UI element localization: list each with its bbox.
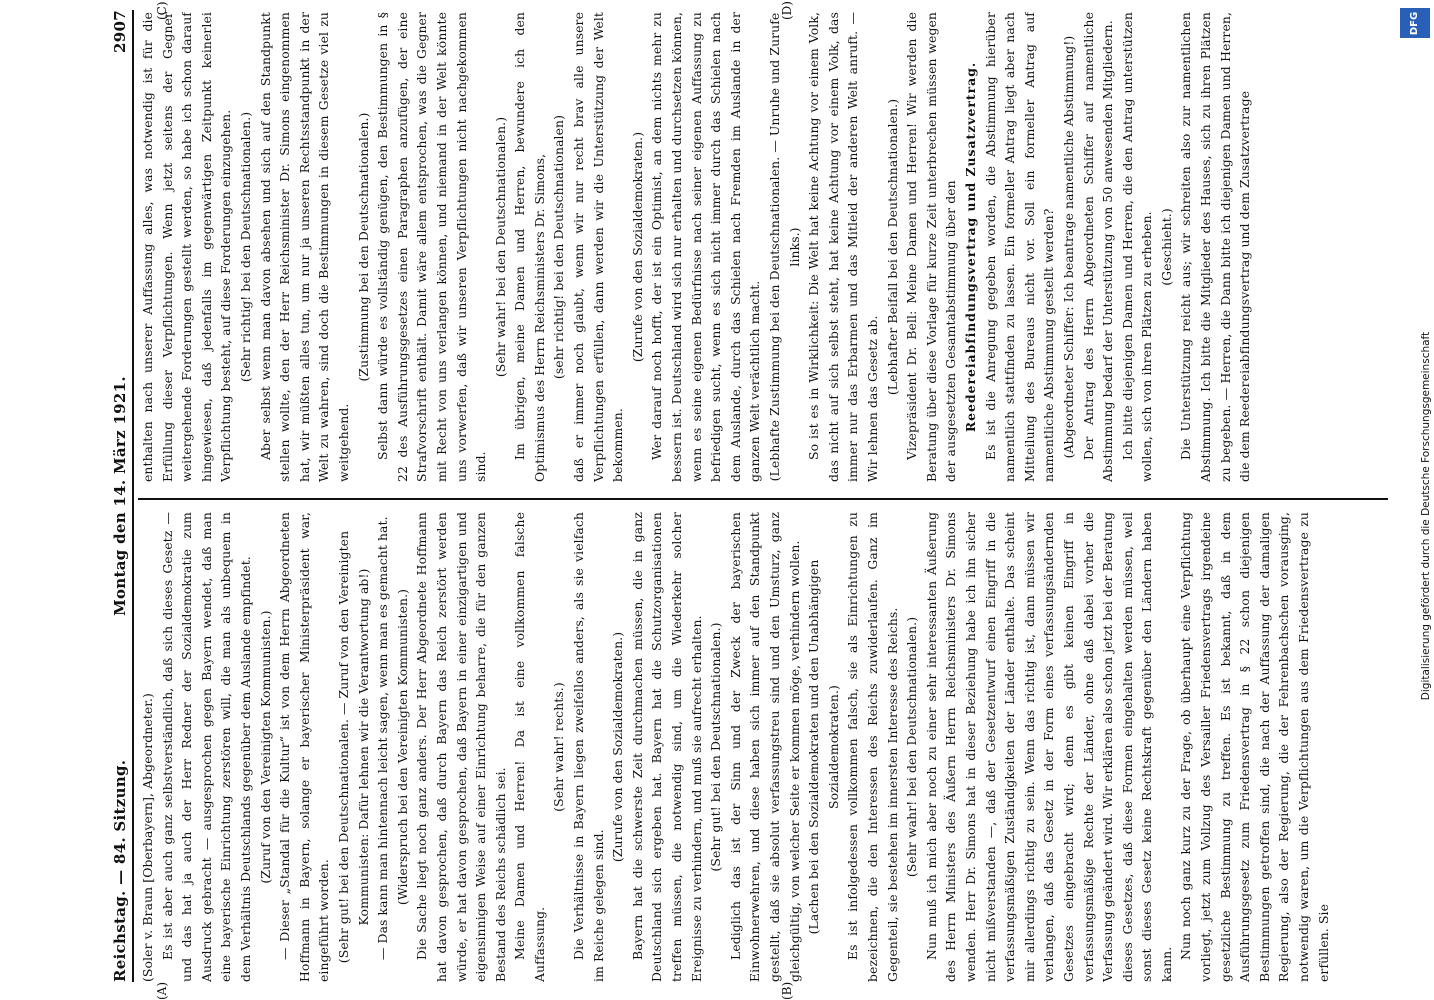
section-heading: Reedereiabfindungsvertrag und Zusatzvertrag. (962, 61, 978, 433)
paragraph: daß er immer noch glaubt, wenn wir nur recht brav alle unsere Verpflichtungen erfüllen, dann werden wir die Unterstützung der Welt bekommen. (571, 12, 626, 482)
page-header (110, 10, 130, 982)
header-rule (132, 10, 134, 982)
paragraph: Ich bitte diejenigen Damen und Herren, die den Antrag unterstützen wollen, sich von ihren Plätzen zu erheben. (1119, 12, 1155, 482)
funding-credit: Digitalisierung gefördert durch die Deutsche Forschungsgemeinschaft (1420, 331, 1432, 701)
interjection: (Sehr wahr! bei den Deutschnationalen.) (904, 616, 920, 878)
paragraph: Lediglich das ist der Sinn und der Zweck der bayerischen Einwohnerwehren, und diese haben sich immer auf den Standpunkt gestellt, daß sie absolut verfassungstreu sind und den Umsturz, ganz gleichgültig, von welcher Seite er kommen möge, verhindern wollen. (727, 512, 802, 982)
interjection: (Sehr richtig! bei den Deutschnationalen.) (237, 111, 253, 383)
interjection: (Lebhafte Zustimmung bei den Deutschnationalen. — Unruhe und Zurufe links.) (767, 12, 802, 482)
paragraph: (Soler v. Braun [Oberbayern], Abgeordneter.) (140, 693, 155, 982)
interjection: (Sehr wahr! bei den Deutschnationalen.) (492, 116, 508, 378)
digitization-sidebar (1396, 0, 1434, 1000)
paragraph: Vizepräsident Dr. Bell: Meine Damen und Herren! Wir werden die Beratung über diese Vorlage für kurze Zeit unterbrechen müssen wegen der ausgesetzten Gesamtabstimmung über den (904, 12, 959, 482)
paragraph: — Das kann man hintennach leicht sagen, wenn man es gemacht hat. (375, 516, 391, 960)
header-left: Reichstag. — 84. Sitzung. (111, 759, 129, 982)
left-column (138, 512, 1388, 982)
paragraph: Es ist infolgedessen vollkommen falsch, sie als Einrichtungen zu bezeichnen, die den Interessen des Reichs zuwiderlaufen. Ganz im Gegenteil, sie bestehen im innersten Interesse des Reichs. (845, 512, 900, 982)
margin-marker-b: (B) (780, 981, 794, 1000)
paragraph: Selbst dann würde es vollständig genügen, den Bestimmungen in § 22 des Ausführungsgesetzes einen Paragraphen anzufügen, der eine Strafvorschrift enthält. Damit wäre allem entsprochen, was die Gegner mit Recht von uns verlangen können, und niemand in der Welt könnte uns vorwerfen, daß wir unseren Verpflichtungen nicht nachgekommen sind. (375, 12, 489, 482)
paragraph: Es ist aber auch ganz selbstverständlich, daß sich dieses Gesetz — und das hat ja auch der Herr Redner der Sozialdemokratie zum Ausdruck gebracht — ausgesprochen gegen Bayern wendet, daß man eine bayerische Einrichtung zerstören will, die man als unbequem in dem Verhältnis Deutschlands gegenüber dem Auslande empfindet. (159, 512, 253, 982)
interjection: (Geschieht.) (1158, 208, 1174, 286)
page-number: 2907 (111, 10, 129, 53)
interjection: (Sehr gut! bei den Deutschnationalen. — Zuruf von den Vereinigten Kommunisten: Dafür lehnen wir die Verantwortung ab!) (335, 530, 371, 964)
paragraph: Aber selbst wenn man davon absehen und sich auf den Standpunkt stellen wollte, den der Herr Reichsminister Dr. Simons eingenommen hat, wir müßten alles tun, um nur ja unseren Rechtsstandpunkt in der Welt zu wahren, sind doch die Bestimmungen in diesem Gesetze viel zu weitgehend. (257, 12, 351, 482)
interjection: (Abgeordneter Schiffer: Ich beantrage namentliche Abstimmung!) (1060, 35, 1076, 459)
interjection: (Sehr wahr! rechts.) (551, 682, 567, 812)
right-column (138, 12, 1388, 482)
interjection: (Lachen bei den Sozialdemokraten und den Unabhängigen Sozialdemokraten.) (806, 559, 841, 935)
paragraph: — Dieser „Standal für die Kultur“ ist von dem Herrn Abgeordneten Hoffmann in Bayern, solange er bayerischer Ministerpräsident war, eingeführt worden. (277, 512, 332, 982)
rotated-page (40, 0, 1420, 1000)
interjection: (sehr richtig! bei den Deutschnationalen) (551, 114, 567, 380)
margin-marker-d: (D) (780, 1, 794, 20)
column-divider (138, 498, 1388, 500)
interjection: (Widerspruch bei den Vereinigten Kommunisten.) (394, 588, 410, 906)
paragraph: Meine Damen und Herren! Da ist eine vollkommen falsche Auffassung. (512, 512, 547, 982)
interjection: (Zurufe von den Sozialdemokraten.) (629, 131, 645, 363)
interjection: (Zuruf von den Vereinigten Kommunisten.) (257, 610, 273, 884)
margin-marker-a: (A) (155, 981, 169, 1000)
paragraph: So ist es in Wirklichkeit: Die Welt hat keine Achtung vor einem Volk, das nicht auf sich selbst steht, hat keine Achtung vor einem Volk, das immer nur das Erbarmen und das Mitleid der anderen Welt anruft. — Wir lehnen das Gesetz ab. (806, 12, 880, 482)
paragraph: Die Verhältnisse in Bayern liegen zweifellos anders, als sie vielfach im Reiche gelegen sind. (571, 512, 606, 982)
paragraph: Wer darauf noch hofft, der ist ein Optimist, an dem nichts mehr zu bessern ist. Deutschland wird sich nur erhalten und durchsetzen können, wenn es seine eigenen Bedürfnisse nach seiner eigenen Auffassung zu befriedigen sucht, wenn es sich nicht immer durch das Schielen nach dem Auslande, durch das Schielen nach Fremden im Auslande in der ganzen Welt verächtlich macht. (649, 12, 763, 482)
paragraph: Die Sache liegt noch ganz anders. Der Herr Abgeordnete Hoffmann hat davon gesprochen, daß durch Bayern das Reich zerstört werden würde, er hat davon gesprochen, daß Bayern in einer einzigartigen und eigensinnigen Weise auf einer Einrichtung beharre, die für den ganzen Bestand des Reichs schädlich sei. (414, 512, 508, 982)
interjection: (Sehr gut! bei den Deutschnationalen.) (708, 622, 724, 872)
paragraph: Nun muß ich mich aber noch zu einer sehr interessanten Äußerung des Herrn Ministers des Äußern Herrn Reichsministers Dr. Simons wenden. Herr Dr. Simons hat in dieser Beziehung habe ich ihn sicher nicht mißverstanden —, daß der Gesetzentwurf einen Eingriff in die verfassungsmäßigen Zuständigkeiten der Länder enthalte. Das scheint mir allerdings richtig zu sein. Wenn das richtig ist, dann müssen wir verlangen, daß das Gesetz in der Form eines verfassungsändernden Gesetzes eingebracht wird; denn es gibt keinen Eingriff in verfassungsmäßige Rechte der Länder, ohne daß dabei vorher die Verfassung geändert wird. Wir erklären also schon jetzt bei der Beratung dieses Gesetzes, daß diese Formen eingehalten werden müssen, weil sonst dieses Gesetz keine Rechtskraft gegenüber den Ländern haben kann. (923, 512, 1174, 982)
paragraph: enthalten nach unserer Auffassung alles, was notwendig ist für die Erfüllung dieser Verpflichtungen. Wenn jetzt seitens der Gegner weitergehende Forderungen gestellt werden, so habe ich schon darauf hingewiesen, daß jedenfalls im gegenwärtigen Zeitpunkt keinerlei Verpflichtung besteht, auf diese Forderungen einzugehen. (140, 12, 234, 482)
paragraph: Im übrigen, meine Damen und Herren, bewundere ich den Optimismus des Herrn Reichsministers Dr. Simons, (512, 12, 547, 482)
interjection: (Zustimmung bei den Deutschnationalen.) (355, 112, 371, 382)
paragraph: Es ist die Anregung gegeben worden, die Abstimmung hierüber namentlich stattfinden zu lassen. Ein formeller Antrag liegt aber nach Mitteilung des Bureaus nicht vor. Soll ein formeller Antrag auf namentliche Abstimmung gestellt werden? (982, 12, 1057, 482)
dfg-logo: DFG (1400, 8, 1430, 38)
interjection: (Zurufe von den Sozialdemokraten.) (610, 631, 626, 863)
interjection: (Lebhafter Beifall bei den Deutschnationalen.) (884, 98, 900, 396)
paragraph: Nun noch ganz kurz zu der Frage, ob überhaupt eine Verpflichtung vorliegt, jetzt zum Vollzug des Versailler Friedensvertrags irgendeine gesetzliche Bestimmung zu treffen. Es ist bekannt, daß in dem Ausführungsgesetz zum Friedensvertrag in § 22 schon diejenigen Bestimmungen getroffen sind, die nach der Auffassung der damaligen Regierung, also der Regierung, die der Fehrenbachschen vorausging, notwendig waren, um die Verpflichtungen aus dem Friedensvertrage zu erfüllen. Sie (1178, 512, 1331, 982)
paragraph: Bayern hat die schwerste Zeit durchmachen müssen, die in ganz Deutschland sich ergeben hat. Bayern hat die Schutzorganisationen treffen müssen, die notwendig sind, um die Wiederkehr solcher Ereignisse zu verhindern, und muß sie aufrecht erhalten. (629, 512, 704, 982)
margin-marker-c: (C) (155, 1, 169, 20)
paragraph: Die Unterstützung reicht aus; wir schreiten also zur namentlichen Abstimmung. Ich bitte die Mitglieder des Hauses, sich zu ihren Plätzen zu begeben. — Herren, die Dann bitte ich diejenigen Damen und Herren, die dem Reedereiabfindungsvertrag und dem Zusatzvertrage (1178, 12, 1253, 482)
header-date: Montag den 14. März 1921. (111, 376, 129, 616)
paragraph: Der Antrag des Herrn Abgeordneten Schiffer auf namentliche Abstimmung bedarf der Unterstützung von 50 anwesenden Mitgliedern. (1080, 12, 1116, 482)
